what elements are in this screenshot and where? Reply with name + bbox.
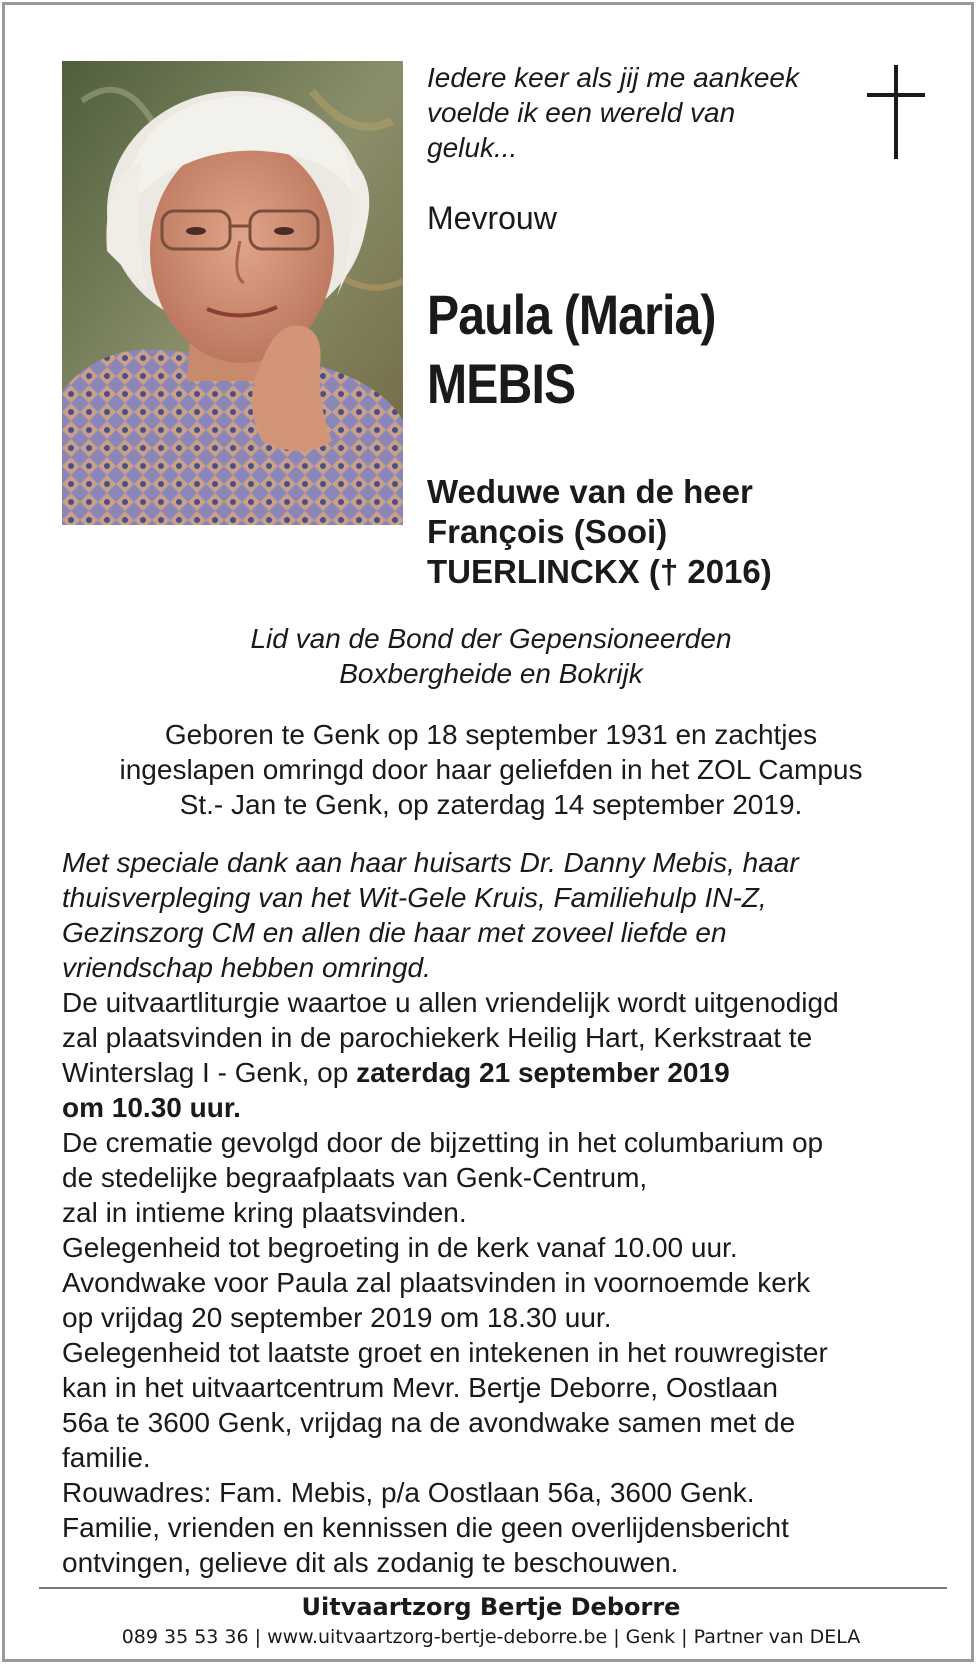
deceased-first-names: Paula (Maria) <box>427 283 716 346</box>
portrait-photo <box>62 61 403 525</box>
detail-line: Gelegenheid tot laatste groet en intekenen in het rouwregister <box>62 1337 828 1368</box>
birth-line: Geboren te Genk op 18 september 1931 en zachtjes <box>164 719 818 750</box>
detail-line: Avondwake voor Paula zal plaatsvinden in voornoemde kerk <box>62 1267 811 1298</box>
liturgy-date: zaterdag 21 september 2019 <box>356 1057 730 1088</box>
widow-line: TUERLINCKX († 2016) <box>427 553 772 590</box>
cross-icon <box>867 65 927 165</box>
detail-line: de stedelijke begraafplaats van Genk-Centrum, <box>62 1162 648 1193</box>
thanks-line: vriendschap hebben omringd. <box>62 952 431 983</box>
liturgy-line: zal plaatsvinden in de parochiekerk Heilig Hart, Kerkstraat te <box>62 1022 813 1053</box>
salutation: Mevrouw <box>427 200 557 236</box>
deceased-name <box>427 280 874 418</box>
quote-line: geluk... <box>427 132 518 163</box>
liturgy-location: Winterslag I - Genk, op <box>62 1057 357 1088</box>
obituary-card <box>2 2 974 1662</box>
detail-line: De crematie gevolgd door de bijzetting in het columbarium op <box>62 1127 824 1158</box>
deceased-surname: MEBIS <box>427 352 576 415</box>
detail-line: Rouwadres: Fam. Mebis, p/a Oostlaan 56a, 3600 Genk. <box>62 1477 755 1508</box>
funeral-home-name: Uitvaartzorg Bertje Deborre <box>301 1593 681 1621</box>
membership-line: Boxbergheide en Bokrijk <box>339 658 643 689</box>
thanks-line: thuisverpleging van het Wit-Gele Kruis, Familiehulp IN-Z, <box>62 882 767 913</box>
detail-line: zal in intieme kring plaatsvinden. <box>62 1197 467 1228</box>
portrait-illustration <box>62 61 403 525</box>
funeral-details <box>62 845 942 1580</box>
birth-death-text <box>5 717 977 822</box>
liturgy-time: om 10.30 uur. <box>62 1092 241 1123</box>
liturgy-line <box>62 1090 942 1125</box>
detail-line: 56a te 3600 Genk, vrijdag na de avondwake samen met de <box>62 1407 796 1438</box>
liturgy-line <box>62 1055 942 1090</box>
detail-line: familie. <box>62 1442 151 1473</box>
opening-quote <box>427 60 827 165</box>
detail-line: Familie, vrienden en kennissen die geen overlijdensbericht <box>62 1512 789 1543</box>
thanks-line: Gezinszorg CM en allen die haar met zoveel liefde en <box>62 917 727 948</box>
thanks-line: Met speciale dank aan haar huisarts Dr. Danny Mebis, haar <box>62 847 799 878</box>
birth-line: ingeslapen omringd door haar geliefden in het ZOL Campus <box>119 754 863 785</box>
detail-line: op vrijdag 20 september 2019 om 18.30 uur. <box>62 1302 612 1333</box>
birth-line: St.- Jan te Genk, op zaterdag 14 september 2019. <box>179 789 803 820</box>
widow-line: Weduwe van de heer <box>427 473 753 510</box>
detail-line: ontvingen, gelieve dit als zodanig te beschouwen. <box>62 1547 679 1578</box>
widow-statement <box>427 472 907 592</box>
quote-line: voelde ik een wereld van <box>427 97 736 128</box>
widow-line: François (Sooi) <box>427 513 668 550</box>
funeral-home-contact: 089 35 53 36 | www.uitvaartzorg-bertje-deborre.be | Genk | Partner van DELA <box>121 1626 861 1648</box>
detail-line: kan in het uitvaartcentrum Mevr. Bertje Deborre, Oostlaan <box>62 1372 778 1403</box>
membership-text <box>5 621 977 691</box>
detail-line: Gelegenheid tot begroeting in de kerk vanaf 10.00 uur. <box>62 1232 738 1263</box>
quote-line: Iedere keer als jij me aankeek <box>427 62 799 93</box>
footer-divider <box>39 1587 947 1589</box>
liturgy-line: De uitvaartliturgie waartoe u allen vriendelijk wordt uitgenodigd <box>62 987 839 1018</box>
membership-line: Lid van de Bond der Gepensioneerden <box>250 623 732 654</box>
